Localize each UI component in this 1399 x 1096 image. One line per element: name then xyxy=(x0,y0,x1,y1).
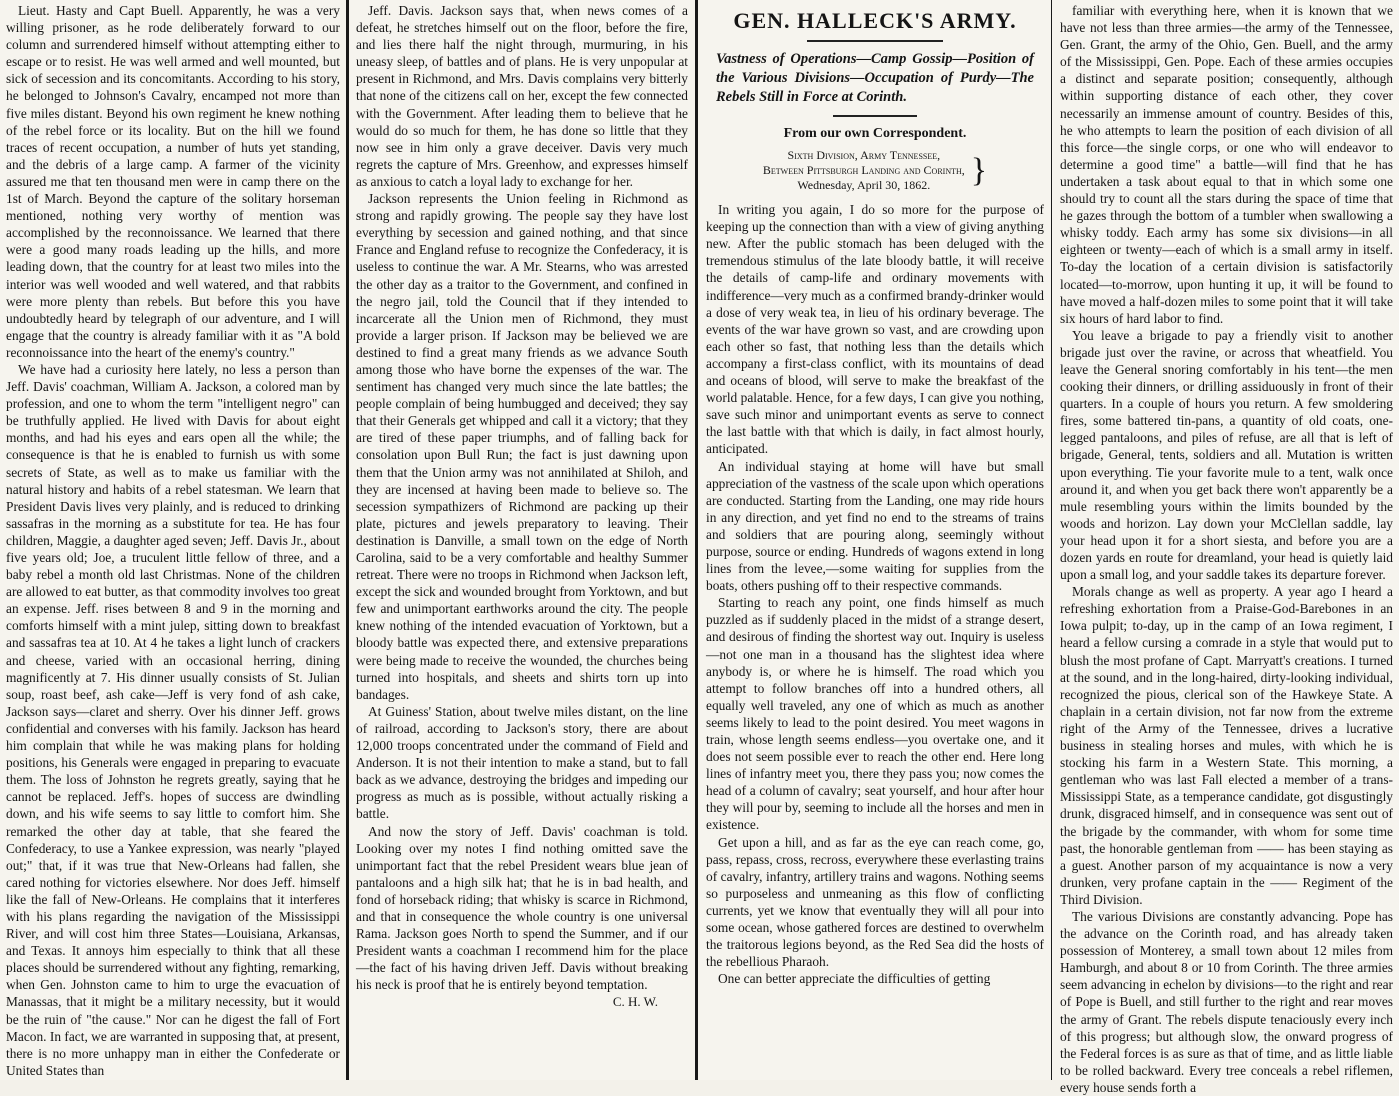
column-rule xyxy=(346,0,349,1080)
column-2-paragraph-1: Jeff. Davis. Jackson says that, when news comes of a defeat, he stretches himself out on the floor, before the fire, and lies there half the night through, murmuring, in his uneasy sleep, of battles and of plans. He is very unpopular at present in Richmond, and Mrs. Davis complains very bitterly that none of the citizens call on her, except the few connected with the Government. After leading them to believe that he would do so much for them, he has done so little that they now see in him only a grave deceiver. Davis very much regrets the capture of Mrs. Greenhow, and expresses himself as anxious to catch a loyal lady to exchange for her. xyxy=(356,3,688,189)
article-byline: From our own Correspondent. xyxy=(783,126,967,141)
column-3-paragraph-3: Starting to reach any point, one finds himself as much puzzled as if suddenly placed in the midst of a strange desert, and desirous of finding the shortest way out. Inquiry is useless—not one man in a thousand has the slightest idea where anybody is, or where he is himself. The road which you attempt to follow branches off into a hundred others, all equally well traveled, any one of which as much as another seems likely to lead to the point desired. You meet wagons in train, whose length seems endless—you overtake one, and it does not seem possible ever to reach the other end. Here long lines of infantry meet you, there they pass you; now comes the head of a column of cavalry; seat yourself, and hour after hour they will pour by, seeming to include all the horses and men in existence. xyxy=(706,595,1044,833)
column-rule xyxy=(1051,0,1052,1080)
column-4-paragraph-2: You leave a brigade to pay a friendly visit to another brigade just over the ravine, or across that wheatfield. You leave the General snoring comfortably in his tent—the men cooking their dinners, or drilling assiduously in front of their quarters. In a couple of hours you return. A few smoldering fires, some battered tin-pans, a quantity of old coats, one-legged pantaloons, and piles of refuse, are all that is left of brigade, General, tents, soldiers and all. Mutation is written upon everything. Tie your favorite mule to a tent, walk once around it, and when you get back there won't apparently be a mule resembling yours within the limits bounded by the woods and horizon. Lay down your McClellan saddle, lay your head upon it for a short siesta, and before you are a dozen yards en route for dreamland, your head is quietly laid upon a small log, and your saddle takes its departure forever. xyxy=(1060,327,1393,583)
column-1-paragraph-1: Lieut. Hasty and Capt Buell. Apparently, he was a very willing prisoner, as he rode deliberately forward to our column and surrendered himself without attempting either to escape or to resist. He was well armed and well mounted, but sick of secession and its concomitants. According to his story, he belonged to Johnson's Cavalry, encamped not more than five miles distant. Beyond his own regiment he knew nothing of the rebel force or its locality. But on the hill we found traces of recent occupation, a number of huts yet standing, and the debris of a large camp. A farmer of the vicinity assured me that ten thousand men were in camp there on the 1st of March. Beyond the capture of the solitary horseman mentioned, nothing very worthy of mention was accomplished by the reconnoissance. We learned that there were a good many roads leading up the hills, and more leading down, that the country for at least two miles into the interior was well wooded and well watered, and that rabbits were more plenty than rebels. But before this you have undoubtedly heard by telegraph of our adventure, and I will engage that the country is already familiar with it as "A bold reconnoissance into the heart of the enemy's country." xyxy=(6,3,340,360)
column-3-paragraph-2: An individual staying at home will have but small appreciation of the vastness of the scale upon which operations are conducted. Starting from the Landing, one may ride hours in any direction, and yet find no end to the streams of trains and soldiers that are pouring along, seemingly without purpose, source or ending. Hundreds of wagons extend in long lines from the levee,—some waiting for supplies from the boats, others pushing off to their respective commands. xyxy=(706,458,1045,594)
column-4-paragraph-1: familiar with everything here, when it is known that we have not less than three armies—the army of the Tennessee, Gen. Grant, the army of the Ohio, Gen. Buell, and the army of the Mississippi, Gen. Pope. Each of these armies occupies a distinct and separate position; consequently, although within supporting distance of each other, they cover necessarily an immense amount of country. Besides of this, he who attempts to learn the position of each division of all this force—the single corps, or one who will endeavor to determine a good time" a battle—will find that he has undertaken a task about equal to that in which some one should try to count all the stars during the space of time that he gazes through the bottom of a tumbler when swallowing a whisky toddy. Each army has some six divisions—in all eighteen or twenty—each of which is a small army in itself. To-day the location of a certain division is satisfactorily located—to-morrow, upon hunting it up, it will be found to have moved a half-dozen miles to some point that it will take six hours of hard labor to find. xyxy=(1060,3,1393,326)
column-1-paragraph-2: We have had a curiosity here lately, no less a person than Jeff. Davis' coachman, William A. Jackson, a colored man by profession, and one to whom the term "intelligent negro" can be truthfully applied. He lived with Davis for about eight months, and had his eyes and ears open all the while; the consequence is that he is enabled to furnish us with some secrets of State, as well as to make us familiar with the natural history and habits of a rebel statesman. We learn that President Davis lives very plainly, and is reduced to drinking sassafras in the morning as a substitute for tea. He has four children, Maggie, a daughter aged seven; Jeff. Davis Jr., about five years old; Joe, a truculent little fellow of three, and a baby rebel a month old last Christmas. None of the children are allowed to eat butter, as that commodity involves too great an expense. Jeff. rises between 8 and 9 in the morning and comforts himself with a mint julep, sitting down to breakfast and sassafras tea at 10. At 4 he takes a light lunch of crackers and cheese, varied with an occasional herring, dining magnificently at 7. His dinner usually consists of St. Julian soup, roast beef, ash cake—Jeff is very fond of ash cake, Jackson says—claret and sherry. Over his dinner Jeff. grows confidential and converses with his family. Jackson has heard him complain that while he was making plans for holding positions, his Generals were engaged in preparing to evacuate them. The loss of Johnston he regrets greatly, saying that he cannot be replaced. Jeff's. hopes of success are dwindling down, and his wife seems to say little to comfort him. She remarked the other day at table, that she feared the Confederacy, to use a Yankee expression, was nearly "played out;" that, if it was true that New-Orleans had fallen, she cared nothing for victories elsewhere. Nor does Jeff. himself like the fall of New-Orleans. He complains that it interferes with his plans regarding the navigation of the Mississippi River, and will cost him three States—Louisiana, Arkansas, and Texas. It annoys him especially to think that all these places should be surrendered without any fighting, remarking, when Gen. Johnston came to him to urge the evacuation of Manassas, that it might be a military necessity, but it would be the ruin of "the cause." Nor can he digest the fall of Fort Macon. In fact, we are warranted in supposing that, at present, there is no more unhappy man in either the Confederate or United States than xyxy=(6,361,340,1078)
column-3-paragraph-4: Get upon a hill, and as far as the eye can reach come, go, pass, repass, cross, recross, everywhere these everlasting trains of cavalry, infantry, artillery trains and wagons. Nothing seems so purposeless and unmeaning as this flow of conflicting currents, yet we know that eventually they will all pour into some ocean, whose gathered forces are destined to overwhelm the traitorous legions beyond, as the Red Sea did the hosts of the rebellious Pharaoh. xyxy=(706,834,1044,970)
dateline-line-1: Sixth Division, Army Tennessee, xyxy=(787,148,941,163)
column-2-paragraph-2: Jackson represents the Union feeling in Richmond as strong and rapidly growing. The people say they have lost everything by secession and gained nothing, and that since France and England refuse to recognize the Confederacy, it is useless to continue the war. A Mr. Stearns, who was arrested the other day as a traitor to the Government, and confined in the negro jail, told the Council that if they intended to incarcerate all the Union men of Richmond, they must provide a larger prison. If Jackson may be believed we are destined to find a great many friends as we advance South among those who have borne the expenses of the war. The sentiment has changed very much since the late battles; the people complain of being humbugged and deceived; they say that their Generals get whipped and call it a victory; that they are tired of these paper triumphs, and of falling back for consolation upon Bull Run; the fact is just dawning upon them that the Union army was not annihilated at Shiloh, and they are incensed at having been made to believe so. The secession sympathizers of Richmond are packing up their plate, pictures and jewels preparatory to leaving. Their destination is Danville, a small town on the edge of North Carolina, said to be a very comfortable and healthy Summer retreat. There were no troops in Richmond when Jackson left, except the sick and wounded brought from Yorktown, and but few and unimportant earthworks around the city. The people knew nothing of the intended evacuation of Yorktown, but a bloody battle was expected there, and extensive preparations were being made to receive the wounded, the churches being turned into hospitals, and sheets and shirts torn up into bandages. xyxy=(356,191,688,702)
headline-rule xyxy=(807,40,942,42)
dateline-line-3: Wednesday, April 30, 1862. xyxy=(797,178,931,193)
column-1 xyxy=(0,0,346,1080)
article-deck: Vastness of Operations—Camp Gossip—Position of the Various Divisions—Occupation of Purdy—The Rebels Still in Force at Corinth. xyxy=(716,51,1034,105)
column-3-paragraph-5: One can better appreciate the difficulties of getting xyxy=(718,971,991,987)
column-rule xyxy=(695,0,698,1080)
column-3-paragraph-1: In writing you again, I do so more for the purpose of keeping up the connection than with a view of giving anything new. After the public stomach has been deluged with the tremendous stimulus of the late bloody battle, it will receive the details of camp-life and ordinary movements with indifference—very much as a confirmed brandy-drinker would a dose of very weak tea, in lieu of his ordinary beverage. The events of the war have grown so vast, and are crowding upon each other so fast, that nothing less than the details which accompany a first-class conflict, with its mountains of dead and oceans of blood, will serve to make the breakfast of the world palatable. Hence, for a few days, I can give you nothing, save such minor and unimportant events as serve to connect the last battle with that which is daily, in fact almost hourly, anticipated. xyxy=(706,202,1044,457)
article-dateline xyxy=(706,148,1044,193)
column-2-paragraph-4: And now the story of Jeff. Davis' coachman is told. Looking over my notes I find nothing omitted save the unimportant fact that the rebel President wears blue jean of pantaloons and a high silk hat; that he is in bad health, and fond of horseback riding; that whisky is scarce in Richmond, and that in consequence the whole country is one universal Rama. Jackson goes North to spend the Summer, and if our President wants a coachman I recommend him for the place—the fact of his having driven Jeff. Davis without breaking his neck is proof that he is entirely beyond temptation. xyxy=(356,823,688,993)
article-headline: GEN. HALLECK'S ARMY. xyxy=(733,8,1017,33)
column-4-paragraph-4: The various Divisions are constantly advancing. Pope has the advance on the Corinth road, and has already taken possession of Monterey, a small town about 12 miles from Hamburgh, and about 8 or 10 from Corinth. The three armies seem advancing in echelon by divisions—to the right and rear of Pope is Buell, and still further to the right and rear moves the army of Grant. The rebels dispute tenaciously every inch of this progress; but although slow, the onward progress of the Federal forces is as sure as that of time, and as little liable to be rolled backward. Every tree conceals a rebel riflemen, every house sends forth a xyxy=(1060,908,1393,1095)
article-signature: C. H. W. xyxy=(612,994,658,1010)
column-2-paragraph-3: At Guiness' Station, about twelve miles distant, on the line of railroad, according to Jackson's story, there are about 12,000 troops concentrated under the command of Field and Anderson. It is not their intention to make a stand, but to fall back as we advance, destroying the bridges and impeding our progress as much as is possible, without actually risking a battle. xyxy=(356,703,688,822)
dateline-brace: } xyxy=(970,151,988,189)
column-2 xyxy=(350,0,694,1080)
dateline-line-2: Between Pittsburgh Landing and Corinth, xyxy=(762,163,965,178)
deck-rule xyxy=(833,115,918,117)
column-4 xyxy=(1054,0,1399,1095)
column-4-paragraph-3: Morals change as well as property. A year ago I heard a refreshing exhortation from a Praise-God-Barebones in an Iowa pulpit; to-day, up in the camp of an Iowa regiment, I heard a fellow cursing a comrade in a style that would put to blush the most profane of Capt. Marryatt's creations. I turned at the sound, and in the long-haired, dirty-looking individual, recognized the pious, clerical son of the Hawkeye State. A chaplain in a certain division, not far now from the extreme right of the Army of the Tennessee, drives a lucrative business in stealing horses and mules, with which he is stocking his farm in a Western State. This morning, a gentleman who was last Fall elected a member of a trans-Mississippi State, as a temperance candidate, got disgustingly drunk, disgraced himself, and in consequence was sent out of the brigade by the commander, with whom for some time past, the honorable gentleman from —— has been staying as a guest. Another parson of my acquaintance is now a very drunken, very profane captain in the —— Regiment of the Third Division. xyxy=(1060,584,1393,907)
column-3 xyxy=(700,0,1050,1080)
